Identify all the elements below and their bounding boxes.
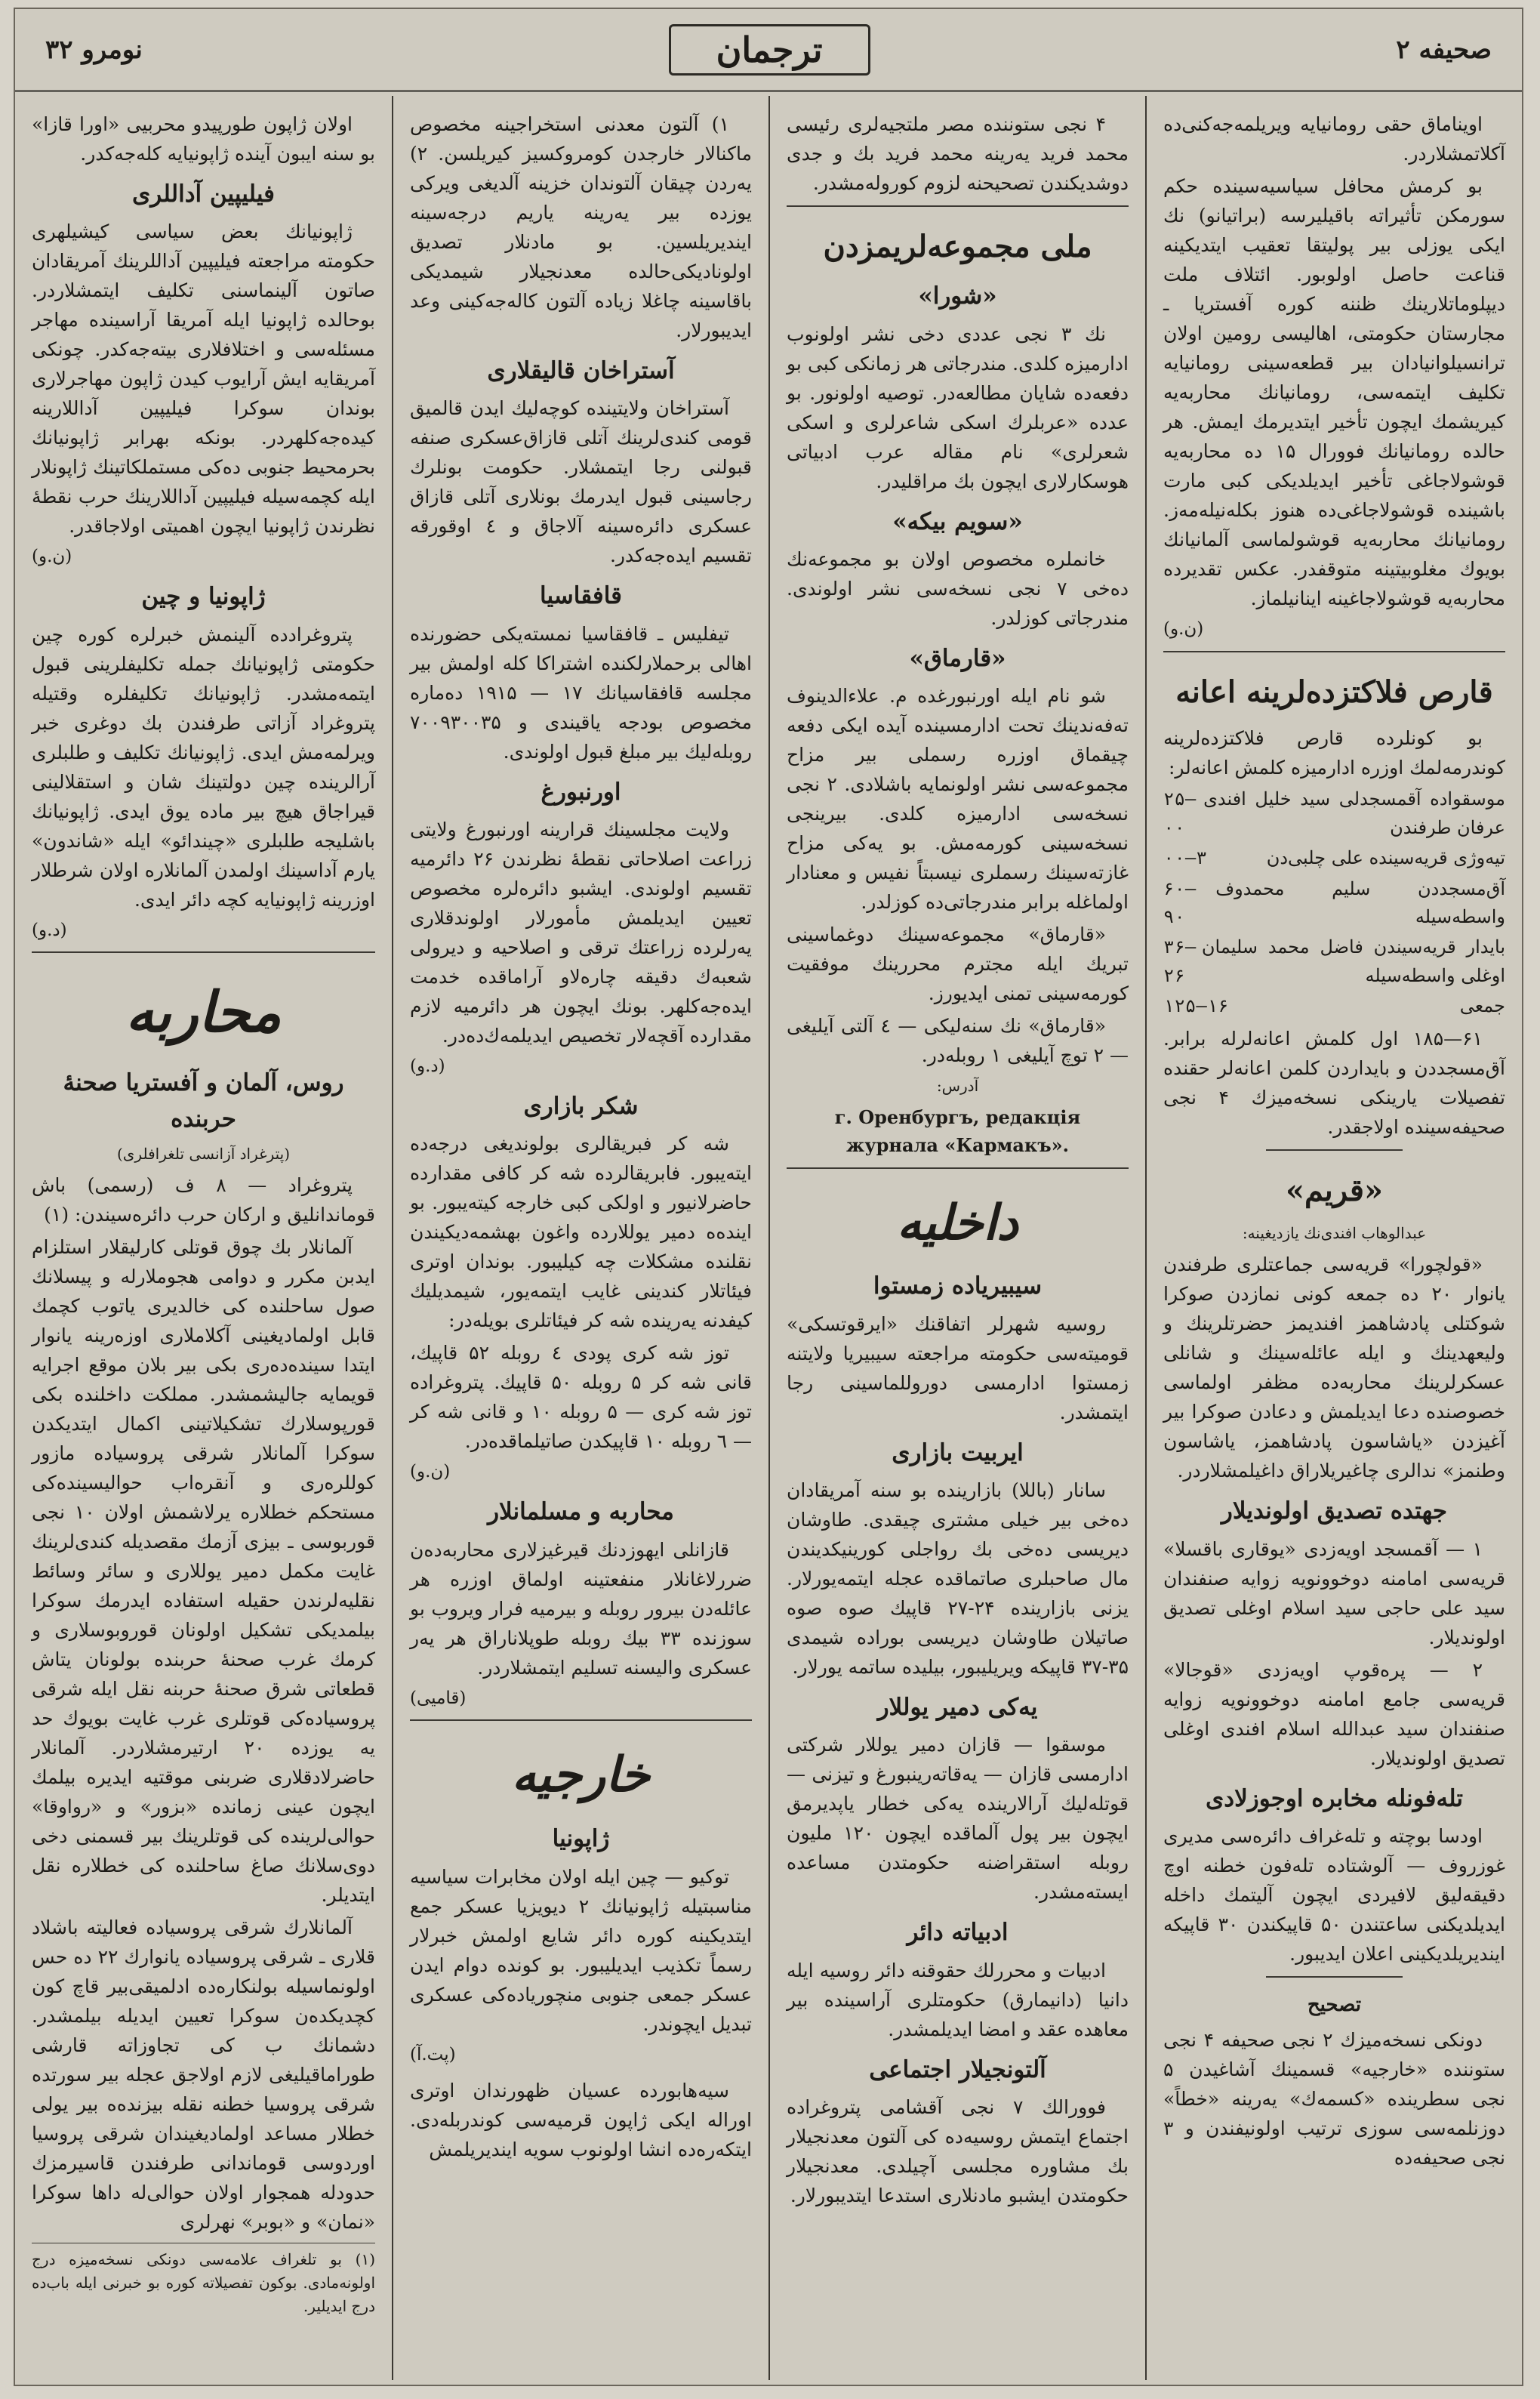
- subsection-title: ادبیاته دائر: [907, 1919, 1009, 1947]
- crimea-paragraph: «قولچورا» قریه‌سی جماعتلری طرفندن یانوار ۲۰ ده جمعه کونی نمازدن صوکرا شوکتلی پادشاهمز افندیمز حضرتلرینك و ولیعهدینك و ایله عائله‌سینك و شانلی عسکرلرینك محاربه‌ده مظفر اولماسی خصوصنده دعا ایدیلمش و دعادن صوکرا بیر آغیزدن «یاشاسون پادشاهمز، یاشاسون وطنمز» ندالری چاغیریلاراق داغیلمشلاردر.: [1163, 1253, 1506, 1482]
- section-title-relief: قارص فلاکتزده‌لرینه اعانه: [1175, 674, 1493, 710]
- section-title-journals: ملی مجموعه‌لریمزدن: [823, 229, 1092, 264]
- news-paragraph: ژاپونیانك بعض سیاسی کیشیلهری حکومته مراجعته فیلیپین آداللرینك آمریقادان صاتون آلینماسنی تکلیف ایتمشلاردر. بوحالده ژاپونیا ایله آمریقا آراسینده مهاجر مسئله‌سی و اختلافلاری بیته‌جه‌کدر. چونکی آمریقایه ایش آرایوب کیدن ژاپون مهاجرلاری بوندان سوکرا فیلیپین آداللارینه کیده‌جه‌کلهردر. بونکه بهرابر ژاپونیانك بحرمحیط جنوبی ده‌کی مستملکاتینك ژاپونلار ایله کچمه‌سیله فیلیپین آداللارینك حرب نقطهٔ نظرندن ژاپونیا ایچون اهمیتی اولاجاقدر.: [32, 220, 375, 538]
- journal-paragraph: «قارماق» مجموعه‌سینك دوغماسینی تبریك ایله مجترم محررینك موفقیت کورمه‌سینی تمنی ایدیورز.: [787, 924, 1129, 1005]
- article-signature: (ن.و): [410, 1462, 451, 1482]
- news-paragraph: آلمانلار بك چوق قوتلی کارلیقلار استلزام ایدبن مکرر و دوامی هجوملارله و پیسلانك صول ساحلنده کی خالدیری یاتوب کچمك قابل اولمادیغینی آکلاملاری اوزه‌رینه یانوار ایتدا سینده‌ده‌ری بکی بیر بلان موقع اجرایه قویمایه جالیشمشدر. مملکت داخلنده بکی قورپوسلارك تشکیلاتینی اکمال ایتدیکدن سوکرا آلمانلار شرقی پروسیاده مازور کوللره‌ری و آنقره‌اب حوالیسینده‌کی مستحکم خطلاره یرلاشمش اولان ۱۰ نجی قوربوسی ـ بیزی آزمك مقصدیله کندی‌لرینك غایت مکمل دمیر یوللاری و سائر وسائط نقلیه‌لرندن حقیله استفاده ایدرمك سوکرا بیلمدیکی تشکیل اولونان قوروبوسلاری و کرمك غرب صحنهٔ حربنده بولونان یتاش قطعاتی شرق صحنهٔ حربنه نقل ایله شرقی پروسیاده‌کی قوتلری غرب غایت بویوك حد یه یوزده ۲۰ ارتیرمشلاردر. آلمانلار حاضرلادقلاری ضربنی موقتیه ایدیره بیلمك ایچون عینی زمانده «بزور» و «رواوقا» حوالی‌لرینده‌ کی قوتلرینك بیر قسمنی دخی دوی‌سلانك صاغ ساحلنده کی خطلاره نقل ایتدیلر.: [32, 1235, 376, 1906]
- news-paragraph: سیه‌هابورده عسیان ظهورندان اوتری اوراله ایکی ژاپون قرمیه‌سی کوندربله‌دی. ایتکه‌ره‌ده انشا اولونوب سویه ایندیریلمش: [410, 2080, 752, 2161]
- journal-paragraph: خانملره مخصوص اولان بو مجموعه‌نك ده‌خی ۷ نجی نسخه‌سی نشر اولوندی. مندرجاتی کوزلدر.: [787, 548, 1129, 630]
- donation-row: آق‌مسجددن سلیم محمدوف واسطه‌سیله ۶۰—۹۰: [1163, 877, 1505, 928]
- news-paragraph: پتروغرادده آلینمش خبرلره کوره چین حکومتی ژاپونیانك جمله تکلیفلرینی قبول ایتمه‌مشدر. ژاپونیانك تکلیفلره وقتیله پتروغراد آزاتی طرفندن بك دوغری خبر ویرلمه‌مش ایدی. ژاپونیانك تکلیف و طلبلری آرالرینده چین دولتینك شان و استقلالینی قیراجاق هیچ بیر ماده یوق ایدی. ژاپونیانك باشلیجه طلبلری «چیندائو» ایله «شاندون» یارم آداسینك اولمدن آلمانلاره اولان شرطلار اوزرینه ژاپونیایه کچه دائر ایدی.: [32, 623, 375, 911]
- column-2: [768, 96, 1145, 2380]
- confirm-paragraph: ۲ — پره‌قوپ اویه‌زدی «قوجالا» قریه‌سی جامع امامنه دوخوونویه زوایه صنفندان سید عبدالله اسلام افندی اوغلی تصدیق اولوندیلار.: [1163, 1658, 1505, 1769]
- journal-price: «قارماق» نك سنه‌لیکی — ٤ آلتی آیلیغی — ۲ توچ آیلیغی ۱ روبله‌در.: [787, 1015, 1129, 1067]
- subsection-title: ایربیت بازاری: [892, 1438, 1024, 1466]
- news-paragraph: سانار (باللا) بازارینده بو سنه آمریقادان ده‌خی بیر خیلی مشتری چیقدی. طاوشان دیریسی ده‌خی بك رواجلی کورینیکدیندن مال صاحبلری صاتماقده عجله ایتمه‌یورلار. یزنی بازارینده ۲۴-۲۷ قاپیك صوه صوه صاتیلان طاوشان دیریسی بوراده شیمدی ۳۵-۳۷ قاپیکه ویریلیبور، بیلیده ساتمه یورلار.: [787, 1479, 1129, 1679]
- divider: [32, 951, 375, 953]
- news-paragraph: ادبیات و محررلك حقوقنه دائر روسیه ایله دانیا (دانیمارق) حکومتلری آراسینده بیر معاهده عقد و امضا ایدیلمشدر.: [787, 1959, 1129, 2040]
- subsection-title: سیبیریاده زمستوا: [873, 1272, 1043, 1300]
- subsection-title: قافقاسیا: [540, 582, 622, 610]
- news-paragraph: روسیه شهرلر اتفاقنك «ایرقوتسکی» قومیته‌سی حکومته مراجعته سیبیریا ولایتنه زمستوا ادارمسی دوروللماسینی رجا ایتمشدر.: [787, 1312, 1129, 1423]
- news-paragraph: تیفلیس ـ قافقاسیا نمسته‌یکی حضورنده اهالی برحملارلکنده اشتراکا کله اولمش بیر مجلسه قافقاسیانك ۱۷ — ۱۹۱۵ ده‌ماره مخصوص بودجه یاقیندی و ٧٠٠٩٣٠٠٣۵ روبله‌لیك بیر مبلغ قبول اولوندی.: [410, 622, 753, 763]
- divider: [787, 205, 1129, 207]
- section-title-domestic: داخلیه: [897, 1194, 1018, 1251]
- journal-paragraph: نك ۳ نجی عددی دخی نشر اولونوب ادارمیزه کلدی. مندرجاتی هر زمانکی کبی بو دفعه‌ده شایان مطالعه‌در. توصیه اولونور. بو عدده «عربلرك اسکی شاعرلری و اسکی شعرلری» نام مقاله عرب ادبیاتی هوسکارلاری ایچون بك مراقلیدر.: [787, 322, 1129, 492]
- divider: [1266, 1976, 1403, 1978]
- subsection-title: جهتده تصدیق اولوندیلار: [1221, 1497, 1448, 1525]
- section-title-war: محاربه: [125, 980, 282, 1046]
- relief-intro: بو کونلرده قارص فلاکتزده‌لرینه کوندرمه‌لمك اوزره ادارمیزه کلمش اعانه‌لر:: [1163, 727, 1505, 779]
- page-number: صحیفه ۲: [1396, 34, 1492, 65]
- page-header: [15, 9, 1522, 92]
- news-paragraph: فوورالك ۷ نجی آقشامی پتروغراده اجتماع ایتمش روسیه‌ده کی آلتون معدنجیلار بك مشاوره مجلسی آچیلدی. معدنجیلار حکومتدن ایشبو مادنلاری استدعا ایتدیبورلار.: [787, 2096, 1129, 2207]
- address-label: آدرس:: [936, 1077, 979, 1096]
- subsection-title: فیلیپین آداللری: [132, 180, 275, 208]
- journal-title-karmak: «قارماق»: [909, 645, 1006, 673]
- address-cyrillic: г. Оренбургъ, редакцiя журнала «Кармакъ».: [834, 1105, 1081, 1157]
- donation-row: تیه‌وژی قریه‌سینده علی چلبی‌دن ۰۰—۳: [1163, 847, 1505, 869]
- article-signature: (ن.و): [1163, 619, 1204, 639]
- subsection-title: محاربه و مسلمانلار: [488, 1498, 674, 1526]
- relief-paragraph: ۶۱—۱۸۵ اول کلمش اعانه‌لرله برابر. آق‌مسجددن و بایداردن کلمن اعانه‌لر حقنده تفصیلات یارینکی نسخه‌میزك ۴ نجی صحیفه‌سینده اولاجقدر.: [1163, 1027, 1505, 1138]
- donation-row: جمعی ۱۲۵—۱۶: [1163, 995, 1505, 1017]
- news-paragraph: آلمانلارك شرقی پروسیاده فعالیته باشلاد قلاری ـ شرقی پروسیاده یانوارك ۲۲ ده حس اولونماسیله بولنکاره‌ده ادلمیقی‌بیر قاچ کون کچدیکده‌ن سوکرا تعیین ایدیله بیلمشدر. دشمانك ب کی تجاوزاته قارشی طوراماقیلیغی لازم اولاجق عجله بیر سورتده شرقی پروسیا خطنه نقله بیزنده‌ه بیر یولی خطلار مساعد اولمادیغیندان شرقی پروسیا اوردوسی قوماندانی طرفندن قاسیرمزك حدودله همجوار اولان حوالی‌له داها سوکرا «نمان» و «بوبر» نهرلری: [32, 1916, 375, 2233]
- news-paragraph: آستراخان ولایتینده کوچه‌لیك ایدن قالمیق قومی کندی‌لرینك آتلی قازاق‌عسکری صنفه قبولنی رجا ایتمشلار. حکومت بونلرك رجاسینی قبول ایدرمك بونلاری آتلی قازاق عسکری دائره‌سینه آلاجاق و ٤ اوقورقه تقسیم ایده‌جه‌کدر.: [410, 397, 752, 567]
- article-continuation: ۱) آلتون معدنی استخراجینه مخصوص ماکنالار خارجدن کومروکسیز کیریلسن. ۲) یه‌ردن چیقان آلتوندان خزینه آلدیغی ویرکی یوزده بیر یه‌رینه یاریم درجه‌سینه ایندیریلسین. بو مادنلار تصدیق اولونادیکی‌حالده معدنجیلار شیمدیکی باقاسینه چاغلا زیاده آلتون کاله‌جه‌کینی وعد ایدیبورلار.: [410, 113, 752, 341]
- journal-paragraph: شو نام ایله اورنبورغده م. علاءالدینوف ته‌فه‌ندینك تحت ادارمسینده آیده ایکی دفعه چیقماق اوزره رسملی بیر مزاح مجموعه‌سی نشر اولونمایه باشلادی. ۲ نجی نسخه‌سی ادارمیزه کلدی. بیرینجی نسخه‌سینی کورمه‌مش. بو یه‌کی مزاح غازته‌سینك رسملری نیسبتاً نفیس و معنادار اولماغله برابر مندرجاتی‌ده کوزلدر.: [787, 685, 1129, 914]
- subsection-title: آلتونجیلار اجتماعی: [869, 2055, 1046, 2083]
- divider: [1163, 651, 1505, 652]
- subsection-title: یه‌کی دمیر یوللار: [877, 1694, 1038, 1722]
- divider: [787, 1167, 1129, 1169]
- subsection-title: آستراخان قالیقلاری: [487, 357, 675, 384]
- donation-row: موسقواده آقمسجدلی سید خلیل افندی عرفان طرفندن ۲۵—۰۰: [1163, 788, 1505, 838]
- agency-note: (پترغراد آزانسی تلغرافلری): [116, 1144, 291, 1163]
- journal-title-suyum: «سویم بیکه»: [892, 507, 1023, 535]
- footnote: (۱) بو تلغراف علامه‌سی دونکی نسخه‌میزه درج اولونه‌مادی. بوکون تفصیلاته کوره بو خبرنی ایله باب‌ده درج ایدیلیر.: [32, 2243, 375, 2319]
- donation-row: بایدار قریه‌سیندن فاضل محمد سلیمان اوغلی واسطه‌سیله ۳۶—۲۶: [1163, 936, 1505, 986]
- dispatch-line: پتروغراد — ۸ ف (رسمی) باش قوماندانلیق و ارکان حرب دائره‌سیندن: (۱): [32, 1173, 375, 1226]
- crimea-subtitle: عبدالوهاب افندی‌نك یازدیغینه:: [1242, 1224, 1427, 1243]
- column-4: [15, 96, 392, 2380]
- article-paragraph: بو کرمش محافل سیاسیه‌سینده حکم سورمکن تأثیراته باقیلیرسه (براتیانو) نك ایکی یوزلی بیر پولیتقا تعقیب ایتدیکینه قناعت حاصل اولوبور. ائتلاف ملت دیپلوماتلارینك ظننه کوره آفستریا ـ مجارستان حکومتی، اهالیسی رومین اولان ترانسیلوانیادان بیر قطعه‌سینی رومانیایه تکلیف ایتمه‌سی، رومانیانك محاربه‌یه کیریشمك ایچون تأخیر ایتدیرمك ایمش. هر حالده رومانیانك فوورال ۱۵ ده محاربه‌یه قوشولاجاغی تأخیر ایدیلدیکی کبی مارت باشینده قوشولاجاغی‌ده هنوز بکله‌نیله‌مه‌ز. رومانیانك محاربه‌یه قوشولماسی آلمانیانك بویوك مغلوبیتینه متوقفدر. عکس تقدیرده محاربه‌یه قوشولاجاغینه اینانیلماز.: [1163, 175, 1506, 609]
- subsection-title: تله‌فونله مخابره اوجوزلادی: [1206, 1784, 1463, 1812]
- news-paragraph: موسقوا — قازان دمیر یوللار شرکتی ادارمسی قازان — یه‌قاته‌رینبورغ و تیزنی — قوتله‌لیك آرالارینده یه‌کی خطار یاپدیرمق ایچون بیر پول آلماقده ایچون ۱۲۰ ملیون روبله استقراضنه حکومتدن مساعده ایسته‌مشدر.: [787, 1734, 1129, 1904]
- divider: [410, 1719, 752, 1721]
- journal-title-shura: «شورا»: [918, 282, 997, 310]
- article-signature: (پت.آ): [410, 2044, 456, 2064]
- donation-list: [1163, 785, 1505, 1021]
- subsection-title: ژاپونیا و چین: [141, 583, 266, 611]
- article-signature: (ن.و): [32, 547, 72, 567]
- section-title-foreign: خارجیه: [511, 1747, 651, 1804]
- correction-title: تصحیح: [1307, 1994, 1362, 2017]
- subsection-title: شکر بازاری: [523, 1092, 639, 1120]
- article-signature: (د.و): [32, 920, 67, 940]
- article-continuation: اولان ژاپون طورپیدو محربیی «اورا قازا» بو سنه ایبون آینده ژاپونیایه کله‌جه‌کدر.: [32, 113, 375, 165]
- article-signature: (قامیی): [410, 1688, 467, 1708]
- columns: [15, 96, 1522, 2380]
- subsection-title: روس، آلمان و آفستریا صحنهٔ حربنده: [63, 1068, 344, 1133]
- subsection-title: ژاپونیا: [552, 1825, 610, 1853]
- news-paragraph: شه کر فبریقالری بولوندیغی درجه‌ده ایته‌یبور. فابریقالرده شه کر کافی مقدارده حاضرلانیور و اولکی کبی خارجه کیته‌یبور. بو اینده‌ه دمیر یوللارده واغون بهشمه‌دیکیندن نقلنده مشکلات چه کیلیبور. بوندان اوتری فیئاتلار کندینی غایب ایتمه‌یور، شیمدیلیك کیفدنه یه‌رینده شه کر فیئاتلری بویله‌در:: [410, 1133, 752, 1332]
- column-3: [392, 96, 768, 2380]
- news-paragraph: توز شه کری پودی ٤ روبله ۵۲ قاپیك، قانی شه کر ۵ روبله ۵۰ قاپیك. پتروغراده توز شه کری — ۵ روبله ۱۰ و قانی شه کر — ٦ روبله ۱۰ قاپیکدن صاتیلماقده‌در.: [410, 1342, 752, 1453]
- subsection-title: اورنبورغ: [541, 778, 621, 806]
- article-continuation: ۴ نجی ستوننده مصر ملتجیه‌لری رئیسی محمد فرید یه‌رینه محمد فرید بك و جدی دوشدیکندن تصحیحنه لزوم کوروله‌مشدر.: [787, 113, 1129, 194]
- article-continuation: اویناماق حقی رومانیایه ویریلمه‌جه‌کنی‌ده آکلا‌تمشلاردر.: [1163, 113, 1505, 165]
- correction-paragraph: دونکی نسخه‌میزك ۲ نجی صحیفه ۴ نجی ستوننده «خارجیه» قسمینك آشاغیدن ۵ نجی سطرینده «کسمه‌ك» یه‌رینه «خطاً» دوزنلمه‌سی سوزی ترتیب اولونیفندن و ۳ نجی صحیفه‌ده: [1163, 2028, 1505, 2169]
- newspaper-page: [14, 8, 1523, 2386]
- column-1: [1145, 96, 1522, 2380]
- confirm-paragraph: ۱ — آقمسجد اویه‌زدی «یوقاری باقسلا» قریه‌سی امامنه دوخوونویه زوایه صنفندان سید علی حاجی سید اسلام اوغلی تصدیق اولوندیلار.: [1163, 1537, 1505, 1648]
- article-signature: (د.و): [410, 1056, 445, 1077]
- section-title-crimea: «قریم»: [1286, 1172, 1383, 1208]
- telephone-paragraph: اودسا بوچته و تله‌غراف دائره‌سی مدیری غوزروف — آلوشتاده تله‌فون خطنه اوچ دقیقه‌لیق لافیردی ایچون آلیتمك داخله ایدیلدیکنی ساعتندن ۵۰ قاپیکندن ۳۰ قاپیکه ایندیریلدیکینی اعلان ایدیبور.: [1163, 1825, 1506, 1966]
- masthead-title: ترجمان: [669, 24, 870, 76]
- news-paragraph: قازانلی ایهوزدنك قیرغیزلاری محاربه‌ده‌ن ضررلاغانلار منفعتینه اولماق اوزره هر عائله‌دن بیرور روبله و بیرمیه فرار ویروب بو سوزنده ۳۳ بیك روبله طوپلاناراق هر یه‌ر عسکری والیسنه تسلیم ایتمشلاردر.: [410, 1538, 753, 1679]
- news-paragraph: توکیو — چین ایله اولان مخابرات سیاسیه مناسبتیله ژاپونیانك ۲ دیویزیا عسکر جمع ایتدیکینه کوره دائر شایع اولمش خبرلار رسماً تکذیب ایدیلیبور. بو کونده دوام ایدن عسکر جمعی جنوبی منچوریاده‌کی عسکری تبدیل ایچوندر.: [410, 1865, 752, 2035]
- issue-number: نومرو ۳۲: [45, 34, 143, 65]
- news-paragraph: ولایت مجلسینك قرارینه اورنبورغ ولایتی زراعت اصلاحاتی نقطهٔ نظرندن ۲۶ دائرمیه تقسیم اولوندی. ایشبو دائره‌لره مخصوص تعیین ایدیلمش مأمورلار اولوندقلاری یه‌رلرده زراعتك ترقی و اصلاحیه و دیرولی شعبه‌ك دقیقه چاره‌لاو آراماقده خدمت ایده‌جه‌کلهر. بونك ایچون هر دائرمیه لازم مقدارده آقچه‌لار تخصیص ایدیلمه‌ك‌ده‌در.: [410, 819, 752, 1047]
- divider: [1266, 1149, 1403, 1151]
